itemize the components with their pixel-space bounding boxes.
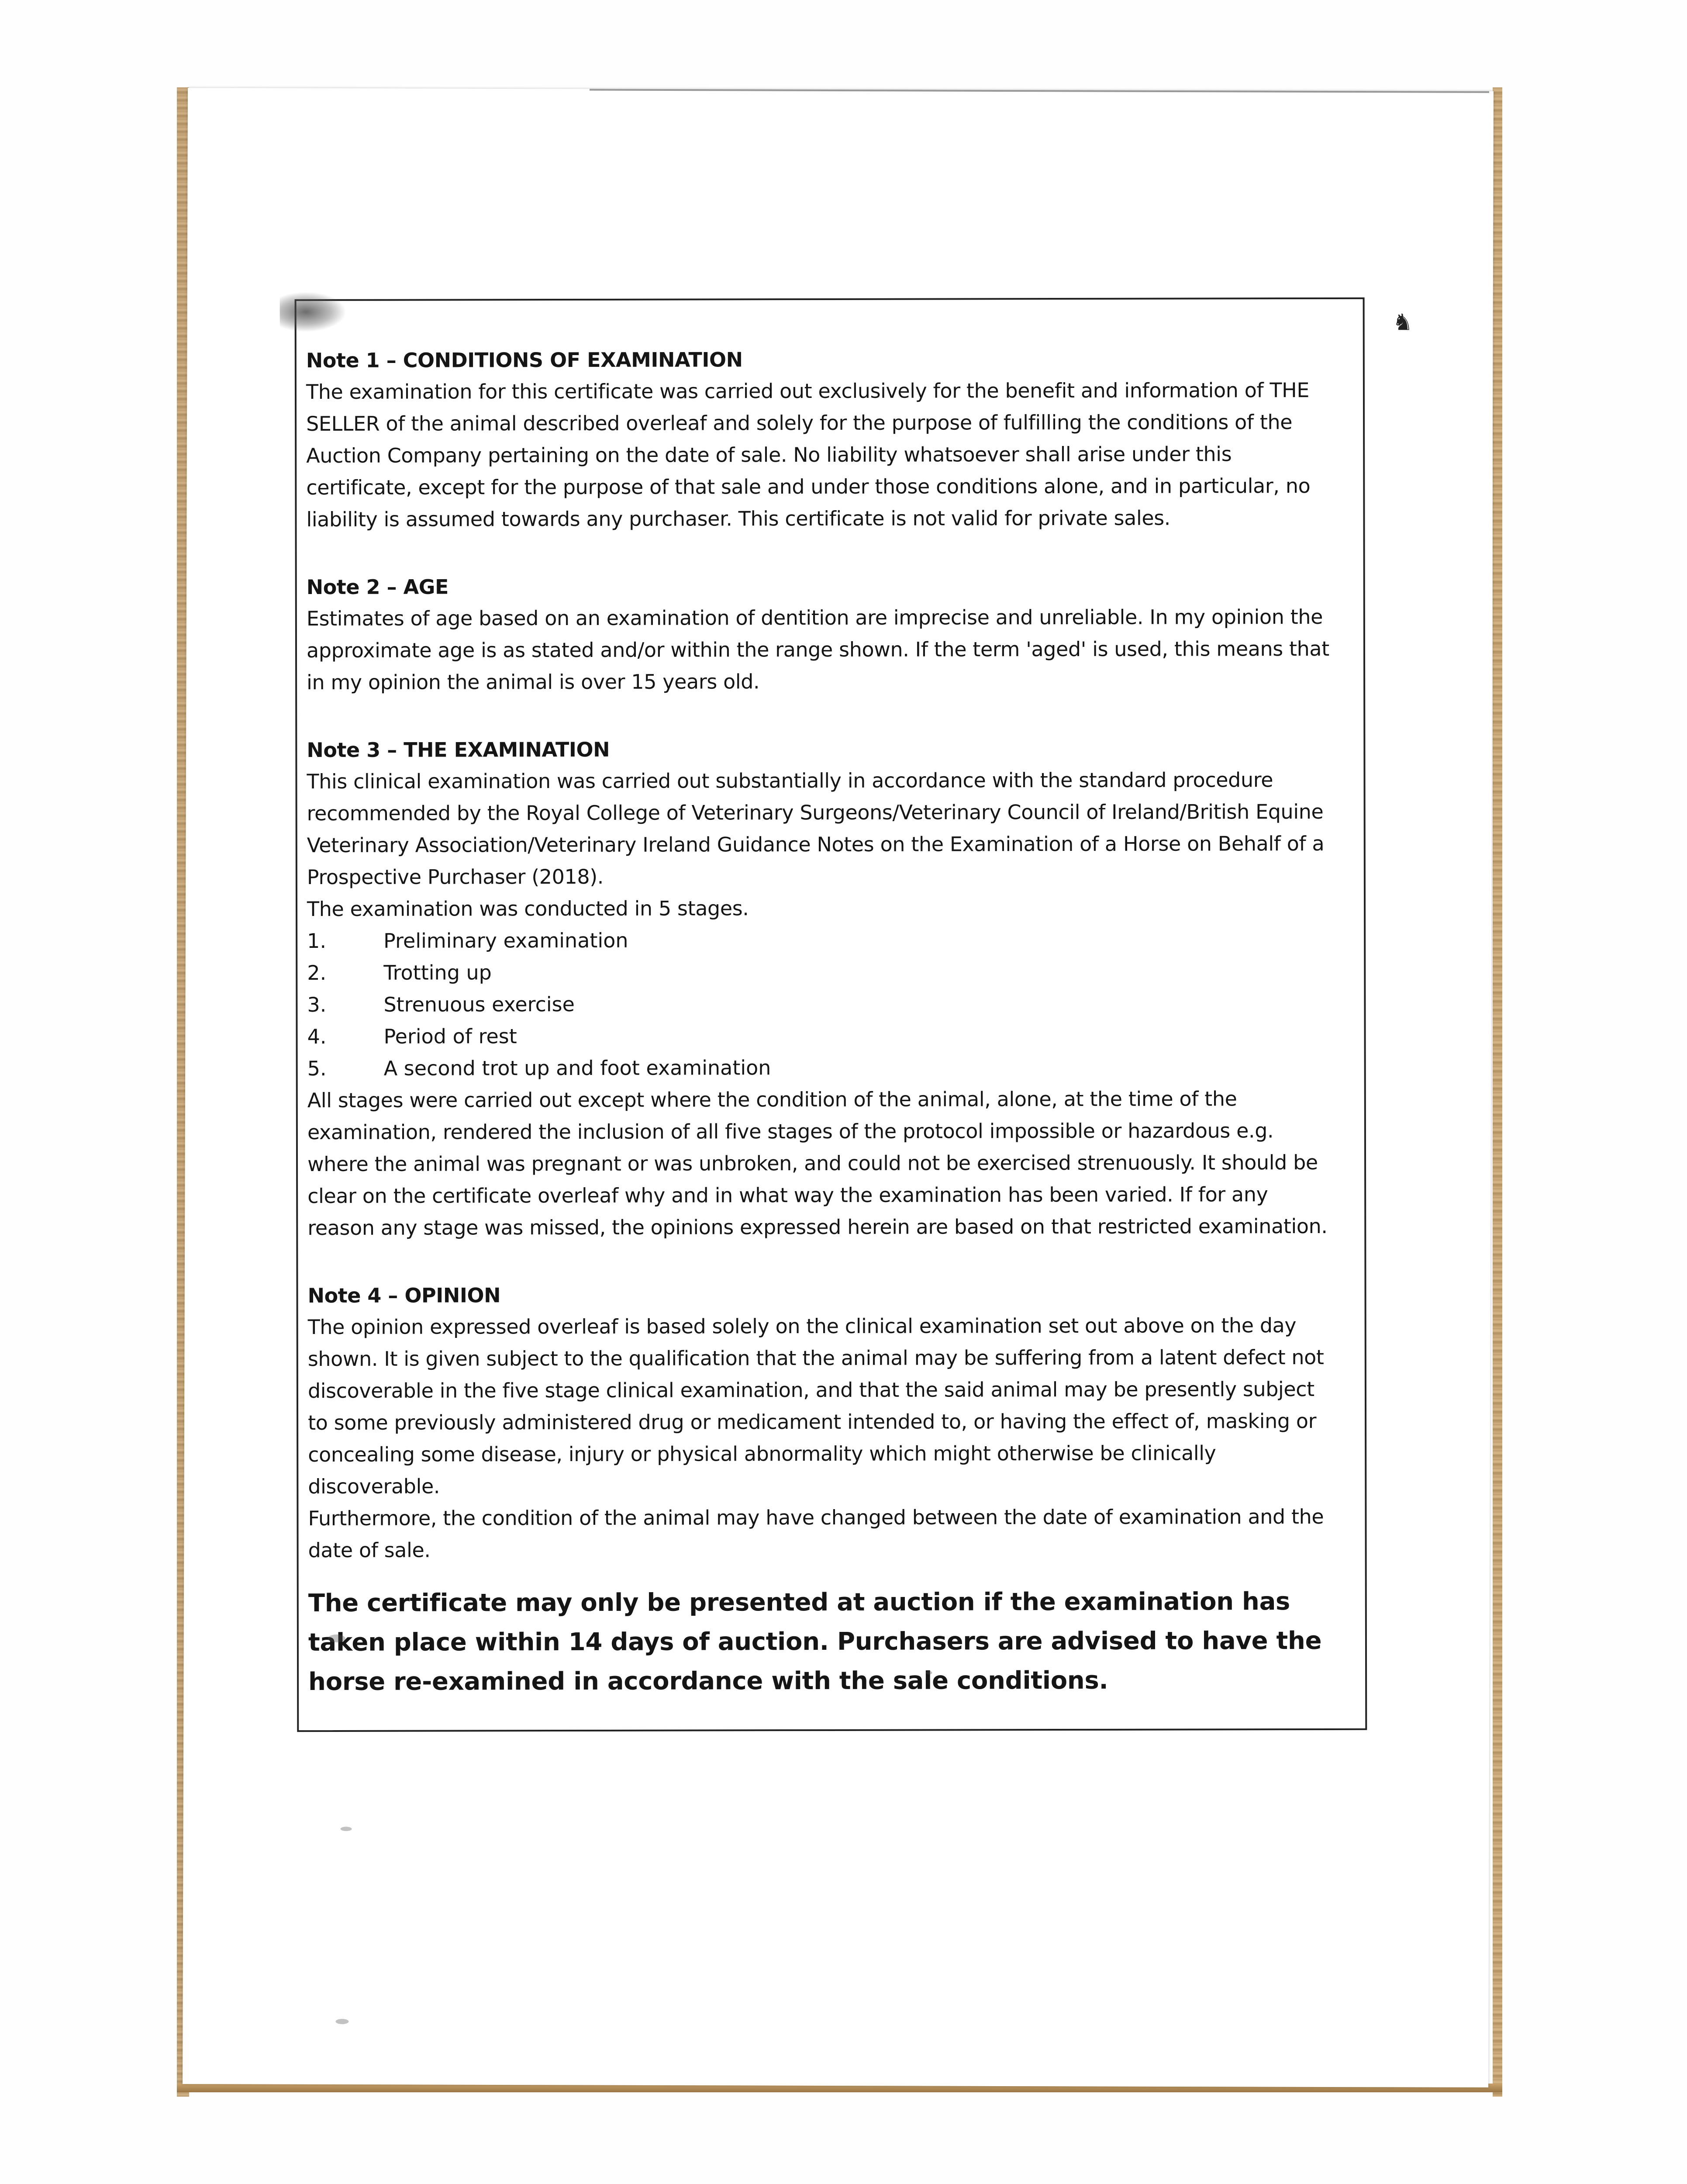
note-paragraph: The opinion expressed overleaf is based solely on the clinical examination set out above on the day shown. It is given subject to the qualification that the animal may be suffering from a latent defect not discoverable in the five stage clinical examination, and that the said animal may be presently subject to some previously administered drug or medicament intended to, or having the effect of, masking or concealing some disease, injury or physical abnormality which might otherwise be clinically discoverable. bbox=[307, 1313, 1324, 1499]
note-heading: Note 2 – AGE bbox=[306, 575, 448, 599]
final-statement: The certificate may only be presented at auction if the examination has taken place within 14 days of auction. Purchasers are advised to have the horse re-examined in accordance with the sale conditions. bbox=[308, 1587, 1322, 1697]
notes-box bbox=[295, 297, 1367, 1732]
paper-speck bbox=[328, 1635, 345, 1642]
paper-speck bbox=[341, 1827, 352, 1831]
list-item bbox=[307, 1019, 1333, 1053]
note-heading: Note 4 – OPINION bbox=[307, 1283, 501, 1308]
note-heading: Note 3 – THE EXAMINATION bbox=[307, 737, 610, 762]
list-item bbox=[307, 923, 1333, 957]
stage-number: 2. bbox=[307, 961, 327, 985]
note-2 bbox=[307, 570, 1333, 698]
stamp-smudge bbox=[280, 292, 345, 332]
paper-sheet bbox=[183, 88, 1494, 2087]
stage-number: 5. bbox=[307, 1056, 327, 1081]
note-4 bbox=[308, 1278, 1335, 1566]
note-paragraph: Furthermore, the condition of the animal may have changed between the date of examination and the date of sale. bbox=[308, 1504, 1324, 1562]
note-paragraph: The examination for this certificate was carried out exclusively for the benefit and information of THE SELLER of the animal described overleaf and solely for the purpose of fulfilling the conditions of the Auction Company pertaining on the date of sale. No liability whatsoever shall arise under this certificate, except for the purpose of that sale and under those conditions alone, and in particular, no liability is assumed towards any purchaser. This certificate is not valid for private sales. bbox=[306, 378, 1311, 532]
stage-number: 4. bbox=[307, 1024, 327, 1049]
stage-label: Preliminary examination bbox=[383, 928, 628, 953]
stage-number: 1. bbox=[307, 929, 327, 953]
stages-intro: The examination was conducted in 5 stages. bbox=[307, 896, 749, 921]
note-paragraph: Estimates of age based on an examination of dentition are imprecise and unreliable. In my opinion the approximate age is as stated and/or within the range shown. If the term 'aged' is used, this means that in my opinion the animal is over 15 years old. bbox=[306, 605, 1329, 695]
note-paragraph: All stages were carried out except where the condition of the animal, alone, at the time of the examination, rendered the inclusion of all five stages of the protocol impossible or hazardous e.g. where the animal was pregnant or was unbroken, and could not be exercised strenuously. It should be clear on the certificate overleaf why and in what way the examination has been varied. If for any reason any stage was missed, the opinions expressed herein are based on that restricted examination. bbox=[307, 1087, 1328, 1240]
stage-list bbox=[307, 923, 1334, 1085]
ink-mark: ♞ bbox=[1392, 309, 1413, 336]
stage-number: 3. bbox=[307, 992, 327, 1017]
list-item bbox=[307, 1051, 1334, 1085]
paper-speck bbox=[335, 2019, 348, 2024]
list-item bbox=[307, 987, 1333, 1021]
stage-label: Trotting up bbox=[383, 961, 492, 985]
note-3 bbox=[307, 733, 1334, 1244]
note-paragraph: This clinical examination was carried out substantially in accordance with the standard procedure recommended by the Royal College of Veterinary Surgeons/Veterinary Council of Ireland/British Equine Veterinary Association/Veterinary Ireland Guidance Notes on the Examination of a Horse on Behalf of a Prospective Purchaser (2018). bbox=[307, 768, 1325, 889]
top-edge-line bbox=[590, 89, 1489, 93]
stage-label: Strenuous exercise bbox=[383, 992, 575, 1016]
stage-label: Period of rest bbox=[383, 1024, 517, 1048]
table-edge-right bbox=[1493, 87, 1502, 2097]
paper-speck bbox=[926, 1671, 932, 1675]
stage-label: A second trot up and foot examination bbox=[383, 1056, 771, 1080]
list-item bbox=[307, 955, 1333, 989]
note-1 bbox=[306, 343, 1333, 536]
note-heading: Note 1 – CONDITIONS OF EXAMINATION bbox=[306, 348, 743, 373]
